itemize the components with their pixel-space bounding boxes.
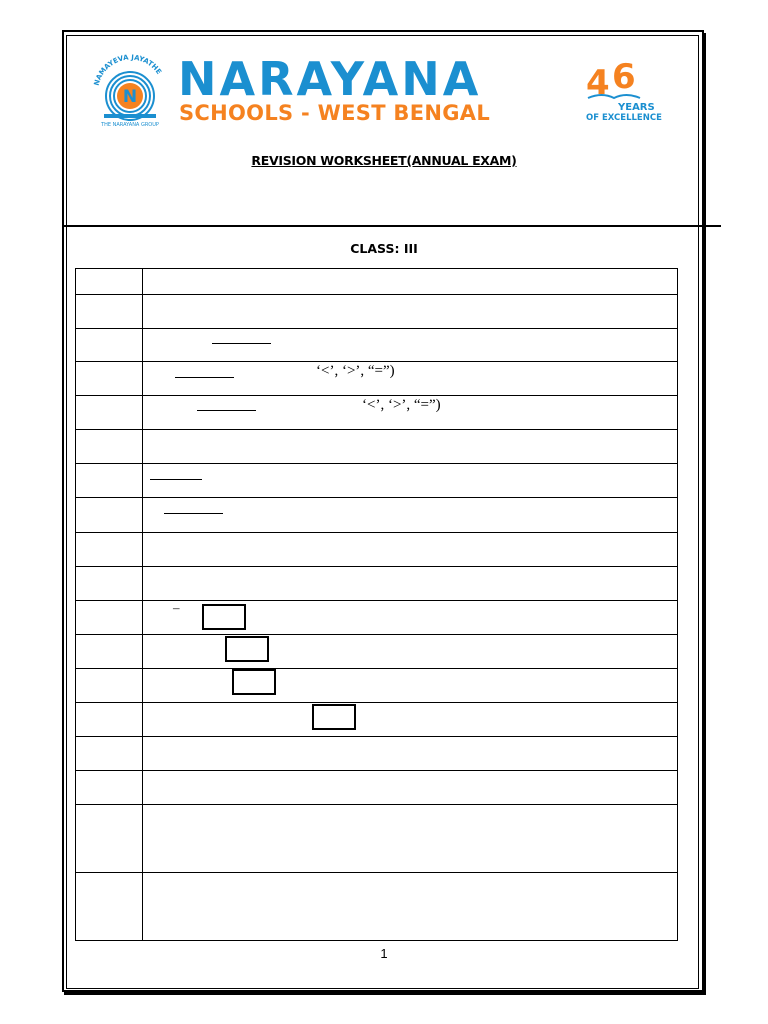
fill-blank-line[interactable]	[212, 343, 271, 344]
comparison-symbols: ‘<’, ‘>’, “=”)	[362, 397, 441, 413]
table-row	[75, 395, 678, 396]
narayana-logo	[88, 52, 173, 130]
page-inner-border-top	[66, 35, 699, 36]
page-number: 1	[380, 946, 388, 961]
table-row	[75, 872, 678, 873]
question-number-column-divider	[142, 268, 143, 941]
badge-number-six: 6	[612, 58, 636, 97]
header-divider	[64, 225, 721, 227]
table-row	[75, 463, 678, 464]
table-row	[75, 668, 678, 669]
table-row	[75, 429, 678, 430]
table-row	[75, 634, 678, 635]
answer-box[interactable]	[202, 604, 246, 630]
table-row	[75, 702, 678, 703]
brand-name: NARAYANA	[178, 52, 482, 106]
badge-number-four: 4	[586, 63, 610, 103]
brand-subtitle: SCHOOLS - WEST BENGAL	[179, 101, 491, 125]
table-row	[75, 328, 678, 329]
answer-box[interactable]	[232, 669, 276, 695]
logo-bottom-text: THE NARAYANA GROUP	[101, 122, 159, 128]
fill-blank-line[interactable]	[150, 479, 202, 480]
page-inner-border-left	[66, 36, 67, 988]
table-row	[75, 804, 678, 805]
table-row	[75, 532, 678, 533]
table-row	[75, 361, 678, 362]
logo-letter: N	[122, 87, 138, 107]
years-of-excellence-badge	[582, 58, 666, 124]
table-row	[75, 736, 678, 737]
fill-blank-line[interactable]	[175, 377, 234, 378]
table-row	[75, 566, 678, 567]
badge-years: YEARS	[618, 102, 655, 113]
svg-text:NAMAYEVA JAYATHE	[93, 53, 163, 86]
table-row	[75, 770, 678, 771]
answer-box[interactable]	[225, 636, 269, 662]
table-row	[75, 294, 678, 295]
fill-blank-line[interactable]	[164, 513, 223, 514]
table-row	[75, 497, 678, 498]
badge-excellence: OF EXCELLENCE	[586, 113, 662, 123]
table-row	[75, 600, 678, 601]
logo-arc-text: NAMAYEVA JAYATHE	[92, 53, 163, 87]
worksheet-title: REVISION WORKSHEET(ANNUAL EXAM)	[251, 153, 517, 168]
class-label: CLASS: III	[350, 241, 418, 256]
page-inner-border-bottom	[66, 988, 699, 989]
page-inner-border-right	[698, 36, 699, 988]
answer-box[interactable]	[312, 704, 356, 730]
comparison-symbols: ‘<’, ‘>’, “=”)	[316, 363, 395, 379]
fill-blank-line[interactable]	[197, 410, 256, 411]
dash-mark: –	[173, 600, 180, 615]
